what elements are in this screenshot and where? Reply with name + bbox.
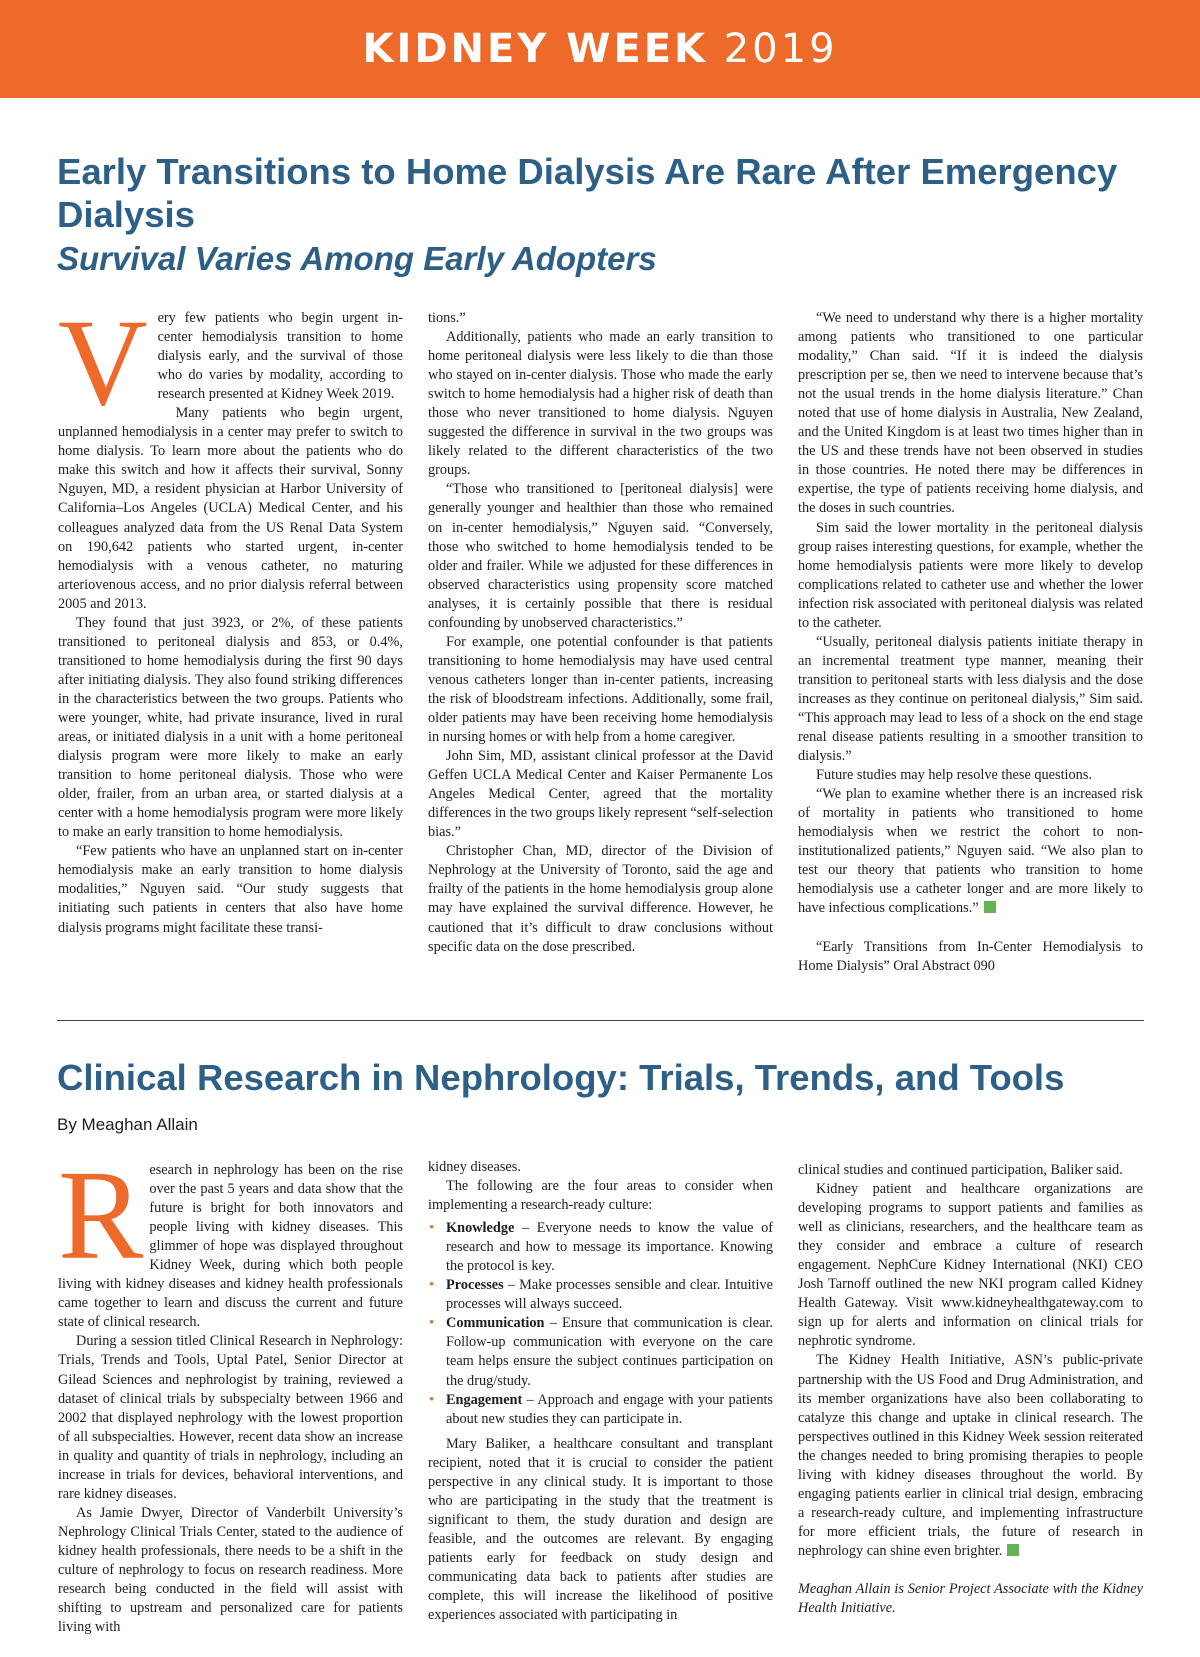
article2-paragraph: The following are the four areas to consider when implementing a research-ready culture: xyxy=(428,1178,773,1214)
article2-paragraph xyxy=(798,1351,1143,1561)
list-item-text: – Everyone needs to know the value of research and how to message its importance. Knowing the protocol is key. xyxy=(446,1220,773,1275)
end-of-article-icon xyxy=(1007,1544,1019,1556)
list-item-term: Knowledge xyxy=(446,1220,515,1237)
article1-paragraph: John Sim, MD, assistant clinical professor at the David Geffen UCLA Medical Center and Kaiser Permanente Los Angeles Medical Center, agreed that the mortality differences in the two groups likely represent “self-selection bias.” xyxy=(428,748,773,841)
article2-closing-text: The Kidney Health Initiative, ASN’s public-private partnership with the US Food and Drug Administration, and its member organizations have also been collaborating to catalyze this change and uptake in clinical research. The perspectives outlined in this Kidney Week session reiterated the changes needed to bring promising therapies to people living with kidney diseases throughout the world. By engaging patients earlier in clinical trial design, embracing a research-ready culture, and implementing infrastructure for more efficient trials, the future of research in nephrology can shine even brighter. xyxy=(798,1352,1143,1559)
article1-lead-text: ery few patients who begin urgent in-center hemodialysis transition to home dialysis early, and the survival of those who do varies by modality, according to research presented at Kidney Week 2019. xyxy=(157,310,403,403)
article1-closing-text: “We plan to examine whether there is an increased risk of mortality in patients who transitioned to home hemodialysis when we restrict the cohort to non-institutionalized patients,” Nguyen said. “We also plan to test our theory that patients who transition to home hemodialysis use a catheter longer and are more likely to have infectious complications.” xyxy=(798,786,1143,917)
list-item-text: – Ensure that communication is clear. Follow-up communication with everyone on the care team helps ensure the subject continues participation on the drug/study. xyxy=(446,1315,773,1389)
article1-paragraph: “Usually, peritoneal dialysis patients initiate therapy in an incremental treatment type manner, meaning their transition to peritoneal starts with less dialysis and the dose increases as they continue on peritoneal dialysis,” Sim said. “This approach may lead to less of a shock on the end stage renal disease patients resulting in a smoother transition to dialysis.” xyxy=(798,633,1143,765)
article1-paragraph: Christopher Chan, MD, director of the Division of Nephrology at the University of Toronto, said the age and frailty of the patients in the home hemodialysis group alone may have explained the survival difference. However, he cautioned that it’s difficult to draw conclusions without specific data on the dose prescribed. xyxy=(428,843,773,955)
list-item-term: Engagement xyxy=(446,1391,523,1408)
banner-title xyxy=(362,26,838,72)
list-item xyxy=(428,1314,773,1390)
article2-dropcap: R xyxy=(58,1144,144,1286)
article2-paragraph: Kidney patient and healthcare organizations are developing programs to support patients and families as well as clinicians, researchers, and the healthcare team as they consider and embrace a culture of research engagement. NephCure Kidney International (NKI) CEO Josh Tarnoff outlined the new NKI program called Kidney Health Gateway. Visit www.kidneyhealthgateway.com to sign up for alerts and information on clinical trials for nephrotic syndrome. xyxy=(798,1181,1143,1350)
article-divider xyxy=(57,1020,1144,1021)
article2-paragraph: kidney diseases. xyxy=(428,1159,521,1175)
list-item xyxy=(428,1219,773,1276)
article1-paragraph: They found that just 3923, or 2%, of these patients transitioned to peritoneal dialysis and 853, or 0.4%, transitioned to home hemodialysis during the first 90 days after initiating dialysis. They also found striking differences in the characteristics between the two groups. Patients who were younger, white, had private insurance, lived in rural areas, or initiated dialysis in a unit with a home peritoneal dialysis program were more likely to make an early transition to home peritoneal dialysis. Those who were older, frailer, from an urban area, or started dialysis at a center with a home hemodialysis program were more likely to make an early transition to home hemodialysis. xyxy=(58,614,403,841)
article1-paragraph: Many patients who begin urgent, unplanned hemodialysis in a center may prefer to switch to home dialysis. To learn more about the patients who do make this switch and how it affects their survival, Sonny Nguyen, MD, a resident physician at Harbor University of California–Los Angeles (UCLA) Medical Center, and his colleagues analyzed data from the US Renal Data System on 190,642 patients who started urgent, in-center hemodialysis with a venous catheter, no maturing arteriovenous access, and no prior dialysis referral between 2005 and 2013. xyxy=(58,405,403,612)
article1-paragraph: “Those who transitioned to [peritoneal dialysis] were generally younger and healthier than those who remained on in-center hemodialysis,” Nguyen said. “Conversely, those who switched to home hemodialysis tended to be older and frailer. While we adjusted for these differences in observed characteristics using propensity score matched analyses, it is certainly possible that there is residual confounding by unobserved characteristics.” xyxy=(428,481,773,631)
research-culture-list xyxy=(428,1219,773,1429)
article1-dropcap: V xyxy=(58,294,148,431)
article1-paragraph xyxy=(798,785,1143,918)
list-item xyxy=(428,1276,773,1314)
article1-paragraph: tions.” xyxy=(428,310,466,326)
article2-column-2 xyxy=(428,1158,773,1625)
article2-column-1 xyxy=(58,1144,403,1637)
article1-paragraph: “Few patients who have an unplanned start on in-center hemodialysis make an early transition to home dialysis modalities,” Nguyen said. “Our study suggests that initiating such patients in centers that also have home dialysis programs might facilitate these transi- xyxy=(58,843,403,936)
list-item-text: – Make processes sensible and clear. Intuitive processes will always succeed. xyxy=(446,1277,773,1313)
article1-paragraph: Future studies may help resolve these questions. xyxy=(816,767,1092,784)
section-banner xyxy=(0,0,1200,98)
article1-paragraph: Additionally, patients who made an early transition to home peritoneal dialysis were less likely to die than those who stayed on in-center dialysis. Those who made the early switch to home hemodialysis had a higher risk of death than those who never transitioned to home dialysis. Nguyen suggested the difference in survival in the two groups was likely related to the different characteristics of the two groups. xyxy=(428,329,773,479)
banner-kidney-week: KIDNEY WEEK xyxy=(362,26,709,72)
article1-paragraph: “We need to understand why there is a higher mortality among patients who transitioned to one particular modality,” Chan said. “If it is indeed the dialysis prescription per se, then we need to intervene because that’s not the usual trends in the home dialysis literature.” Chan noted that use of home dialysis in Australia, New Zealand, and the United Kingdom is at least two times higher than in the US and these trends have not been observed in studies in those countries. He noted there may be differences in expertise, the type of patients receiving home dialysis, and the doses in such countries. xyxy=(798,310,1143,517)
article2-paragraph: clinical studies and continued participation, Baliker said. xyxy=(798,1162,1123,1178)
article1-citation: “Early Transitions from In-Center Hemodialysis to Home Dialysis” Oral Abstract 090 xyxy=(798,938,1143,974)
article1-column-2 xyxy=(428,309,773,957)
article1-subtitle: Survival Varies Among Early Adopters xyxy=(57,240,657,277)
list-item-term: Processes xyxy=(446,1277,504,1294)
article2-paragraph: During a session titled Clinical Research in Nephrology: Trials, Trends and Tools, Uptal Patel, Senior Director at Gilead Sciences and nephrologist by training, reviewed a dataset of clinical trials by subspecialty between 1966 and 2002 that displayed nephrology with the lowest proportion of all subspecialties. However, recent data show an increase in quality and quantity of trials in nephrology, including an increase in trials for devices, behavioral interventions, and rare kidney diseases. xyxy=(58,1333,403,1502)
list-item-term: Communication xyxy=(446,1315,545,1332)
article2-column-3 xyxy=(798,1161,1143,1618)
article1-paragraph xyxy=(58,294,403,431)
article2-paragraph: Mary Baliker, a healthcare consultant and transplant recipient, noted that it is crucial to consider the patient perspective in any clinical study. It is important to those who are participating in the study that the treatment is significant to them, the study duration and design are feasible, and the outcomes are relevant. By engaging patients early for feedback on study design and communicating data back to patients after studies are complete, this will increase the likelihood of positive experiences associated with participating in xyxy=(428,1435,773,1624)
list-item-text: – Approach and engage with your patients about new studies they can participate in. xyxy=(446,1391,773,1427)
article1-column-1 xyxy=(58,294,403,938)
article2-paragraph xyxy=(58,1144,403,1332)
end-of-article-icon xyxy=(984,901,996,913)
article2-lead-text: esearch in nephrology has been on the rise over the past 5 years and data show that the future is bright for both innovators and people living with kidney diseases. This glimmer of hope was displayed throughout Kidney Week, during which both people living with kidney diseases and kidney health professionals came together to learn and discuss the current and future state of clinical research. xyxy=(58,1162,403,1331)
article2-title: Clinical Research in Nephrology: Trials, Trends, and Tools xyxy=(57,1057,1065,1098)
article1-title: Early Transitions to Home Dialysis Are Rare After Emergency Dialysis xyxy=(57,151,1118,235)
author-note: Meaghan Allain is Senior Project Associate with the Kidney Health Initiative. xyxy=(798,1580,1143,1617)
banner-year: 2019 xyxy=(723,26,838,72)
article1-paragraph: Sim said the lower mortality in the peritoneal dialysis group raises interesting questions, for example, whether the home hemodialysis patients were more likely to develop complications related to catheter use and whether the lower infection risk associated with peritoneal dialysis was related to the catheter. xyxy=(798,519,1143,631)
article1-paragraph: For example, one potential confounder is that patients transitioning to home hemodialysis may have used central venous catheters longer than in-center patients, increasing the risk of bloodstream infections. Additionally, some frail, older patients may have been receiving home hemodialysis in nursing homes or with help from a home caregiver. xyxy=(428,633,773,746)
article2-byline: By Meaghan Allain xyxy=(57,1115,198,1134)
article2-paragraph: As Jamie Dwyer, Director of Vanderbilt University’s Nephrology Clinical Trials Center, stated to the audience of kidney health professionals, there needs to be a shift in the culture of nephrology to focus on research readiness. More research being conducted in the field will assist with shifting to upstream and personalized care for patients living with xyxy=(58,1504,403,1636)
list-item xyxy=(428,1391,773,1429)
article1-column-3 xyxy=(798,309,1143,976)
